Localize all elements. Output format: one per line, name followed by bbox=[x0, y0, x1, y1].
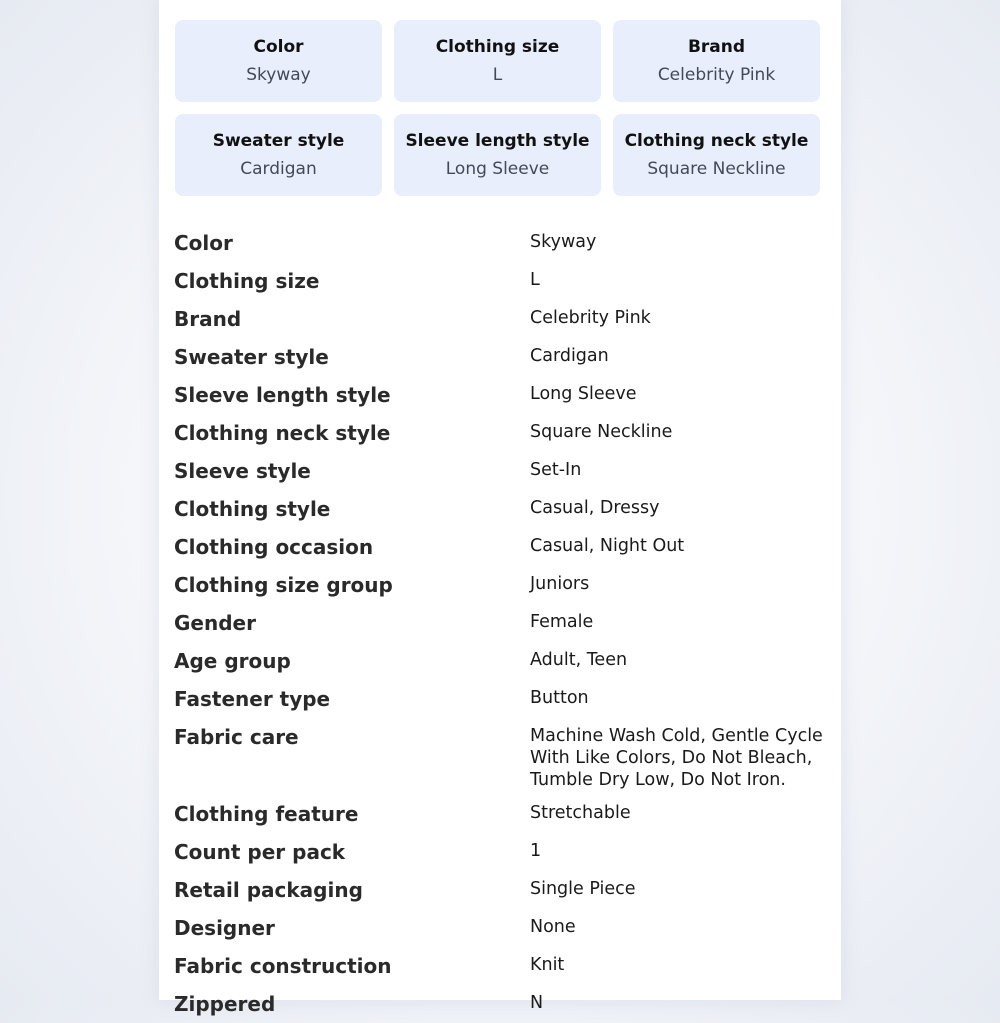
spec-label: Fabric care bbox=[174, 725, 299, 749]
spec-value: Long Sleeve bbox=[530, 384, 637, 404]
spec-row-age-group bbox=[174, 642, 834, 680]
highlight-card-title: Clothing size bbox=[435, 37, 560, 57]
spec-value: Single Piece bbox=[530, 879, 636, 899]
spec-row-zippered bbox=[174, 985, 834, 1023]
spec-label: Gender bbox=[174, 611, 256, 635]
highlight-card-clothing-size[interactable] bbox=[394, 20, 601, 102]
spec-label: Sleeve length style bbox=[174, 383, 391, 407]
spec-label: Designer bbox=[174, 916, 275, 940]
highlight-card-value: Cardigan bbox=[240, 159, 317, 179]
product-specifications-panel bbox=[159, 0, 841, 1016]
spec-label: Clothing style bbox=[174, 497, 331, 521]
highlight-card-value: Square Neckline bbox=[647, 159, 786, 179]
spec-row-fabric-construction bbox=[174, 947, 834, 985]
spec-value: Button bbox=[530, 688, 589, 708]
spec-row-sleeve-style bbox=[174, 452, 834, 490]
spec-row-fabric-care bbox=[174, 718, 834, 795]
highlight-card-title: Clothing neck style bbox=[624, 131, 809, 151]
spec-value: Juniors bbox=[530, 574, 590, 594]
spec-row-fastener-type bbox=[174, 680, 834, 718]
highlight-card-title: Sweater style bbox=[212, 131, 345, 151]
spec-value: Knit bbox=[530, 955, 565, 975]
spec-label: Retail packaging bbox=[174, 878, 363, 902]
spec-value: Female bbox=[530, 612, 594, 632]
specifications-table bbox=[174, 224, 834, 1023]
spec-value: Machine Wash Cold, Gentle Cycle With Like Colors, Do Not Bleach, Tumble Dry Low, Do Not Iron. bbox=[530, 726, 823, 790]
highlight-card-title: Brand bbox=[687, 37, 746, 57]
highlight-card-value: Celebrity Pink bbox=[657, 65, 776, 85]
highlight-card-sweater-style[interactable] bbox=[175, 114, 382, 196]
spec-value: Stretchable bbox=[530, 803, 631, 823]
spec-value: Casual, Dressy bbox=[530, 498, 660, 518]
spec-label: Brand bbox=[174, 307, 242, 331]
spec-label: Zippered bbox=[174, 992, 276, 1016]
spec-row-count-per-pack bbox=[174, 833, 834, 871]
spec-row-clothing-neck-style bbox=[174, 414, 834, 452]
spec-row-clothing-size-group bbox=[174, 566, 834, 604]
spec-label: Sleeve style bbox=[174, 459, 311, 483]
spec-row-clothing-style bbox=[174, 490, 834, 528]
spec-row-sweater-style bbox=[174, 338, 834, 376]
spec-row-clothing-feature bbox=[174, 795, 834, 833]
spec-value: Skyway bbox=[530, 232, 597, 252]
spec-value: N bbox=[530, 993, 544, 1013]
highlight-card-sleeve-length-style[interactable] bbox=[394, 114, 601, 196]
spec-value: Cardigan bbox=[530, 346, 609, 366]
spec-label: Sweater style bbox=[174, 345, 329, 369]
spec-value: Casual, Night Out bbox=[530, 536, 685, 556]
spec-label: Age group bbox=[174, 649, 291, 673]
highlight-card-title: Sleeve length style bbox=[405, 131, 590, 151]
spec-row-gender bbox=[174, 604, 834, 642]
spec-row-brand bbox=[174, 300, 834, 338]
spec-value: 1 bbox=[530, 841, 542, 861]
spec-row-clothing-occasion bbox=[174, 528, 834, 566]
spec-value: Square Neckline bbox=[530, 422, 673, 442]
spec-value: None bbox=[530, 917, 576, 937]
highlight-card-color[interactable] bbox=[175, 20, 382, 102]
highlight-cards bbox=[175, 20, 821, 196]
spec-label: Clothing size bbox=[174, 269, 320, 293]
highlight-card-brand[interactable] bbox=[613, 20, 820, 102]
spec-value: Adult, Teen bbox=[530, 650, 628, 670]
spec-label: Clothing occasion bbox=[174, 535, 374, 559]
highlight-card-value: Long Sleeve bbox=[445, 159, 550, 179]
spec-value: Celebrity Pink bbox=[530, 308, 651, 328]
highlight-card-clothing-neck-style[interactable] bbox=[613, 114, 820, 196]
highlight-card-value: Skyway bbox=[246, 65, 311, 85]
spec-label: Fastener type bbox=[174, 687, 331, 711]
spec-label: Color bbox=[174, 231, 233, 255]
spec-value: L bbox=[530, 270, 540, 290]
spec-label: Clothing feature bbox=[174, 802, 359, 826]
spec-row-clothing-size bbox=[174, 262, 834, 300]
spec-row-sleeve-length-style bbox=[174, 376, 834, 414]
spec-row-color bbox=[174, 224, 834, 262]
spec-label: Clothing size group bbox=[174, 573, 393, 597]
spec-label: Fabric construction bbox=[174, 954, 392, 978]
spec-row-designer bbox=[174, 909, 834, 947]
spec-value: Set-In bbox=[530, 460, 582, 480]
highlight-card-title: Color bbox=[253, 37, 304, 57]
spec-label: Count per pack bbox=[174, 840, 346, 864]
spec-label: Clothing neck style bbox=[174, 421, 391, 445]
highlight-card-value: L bbox=[492, 65, 503, 85]
spec-row-retail-packaging bbox=[174, 871, 834, 909]
